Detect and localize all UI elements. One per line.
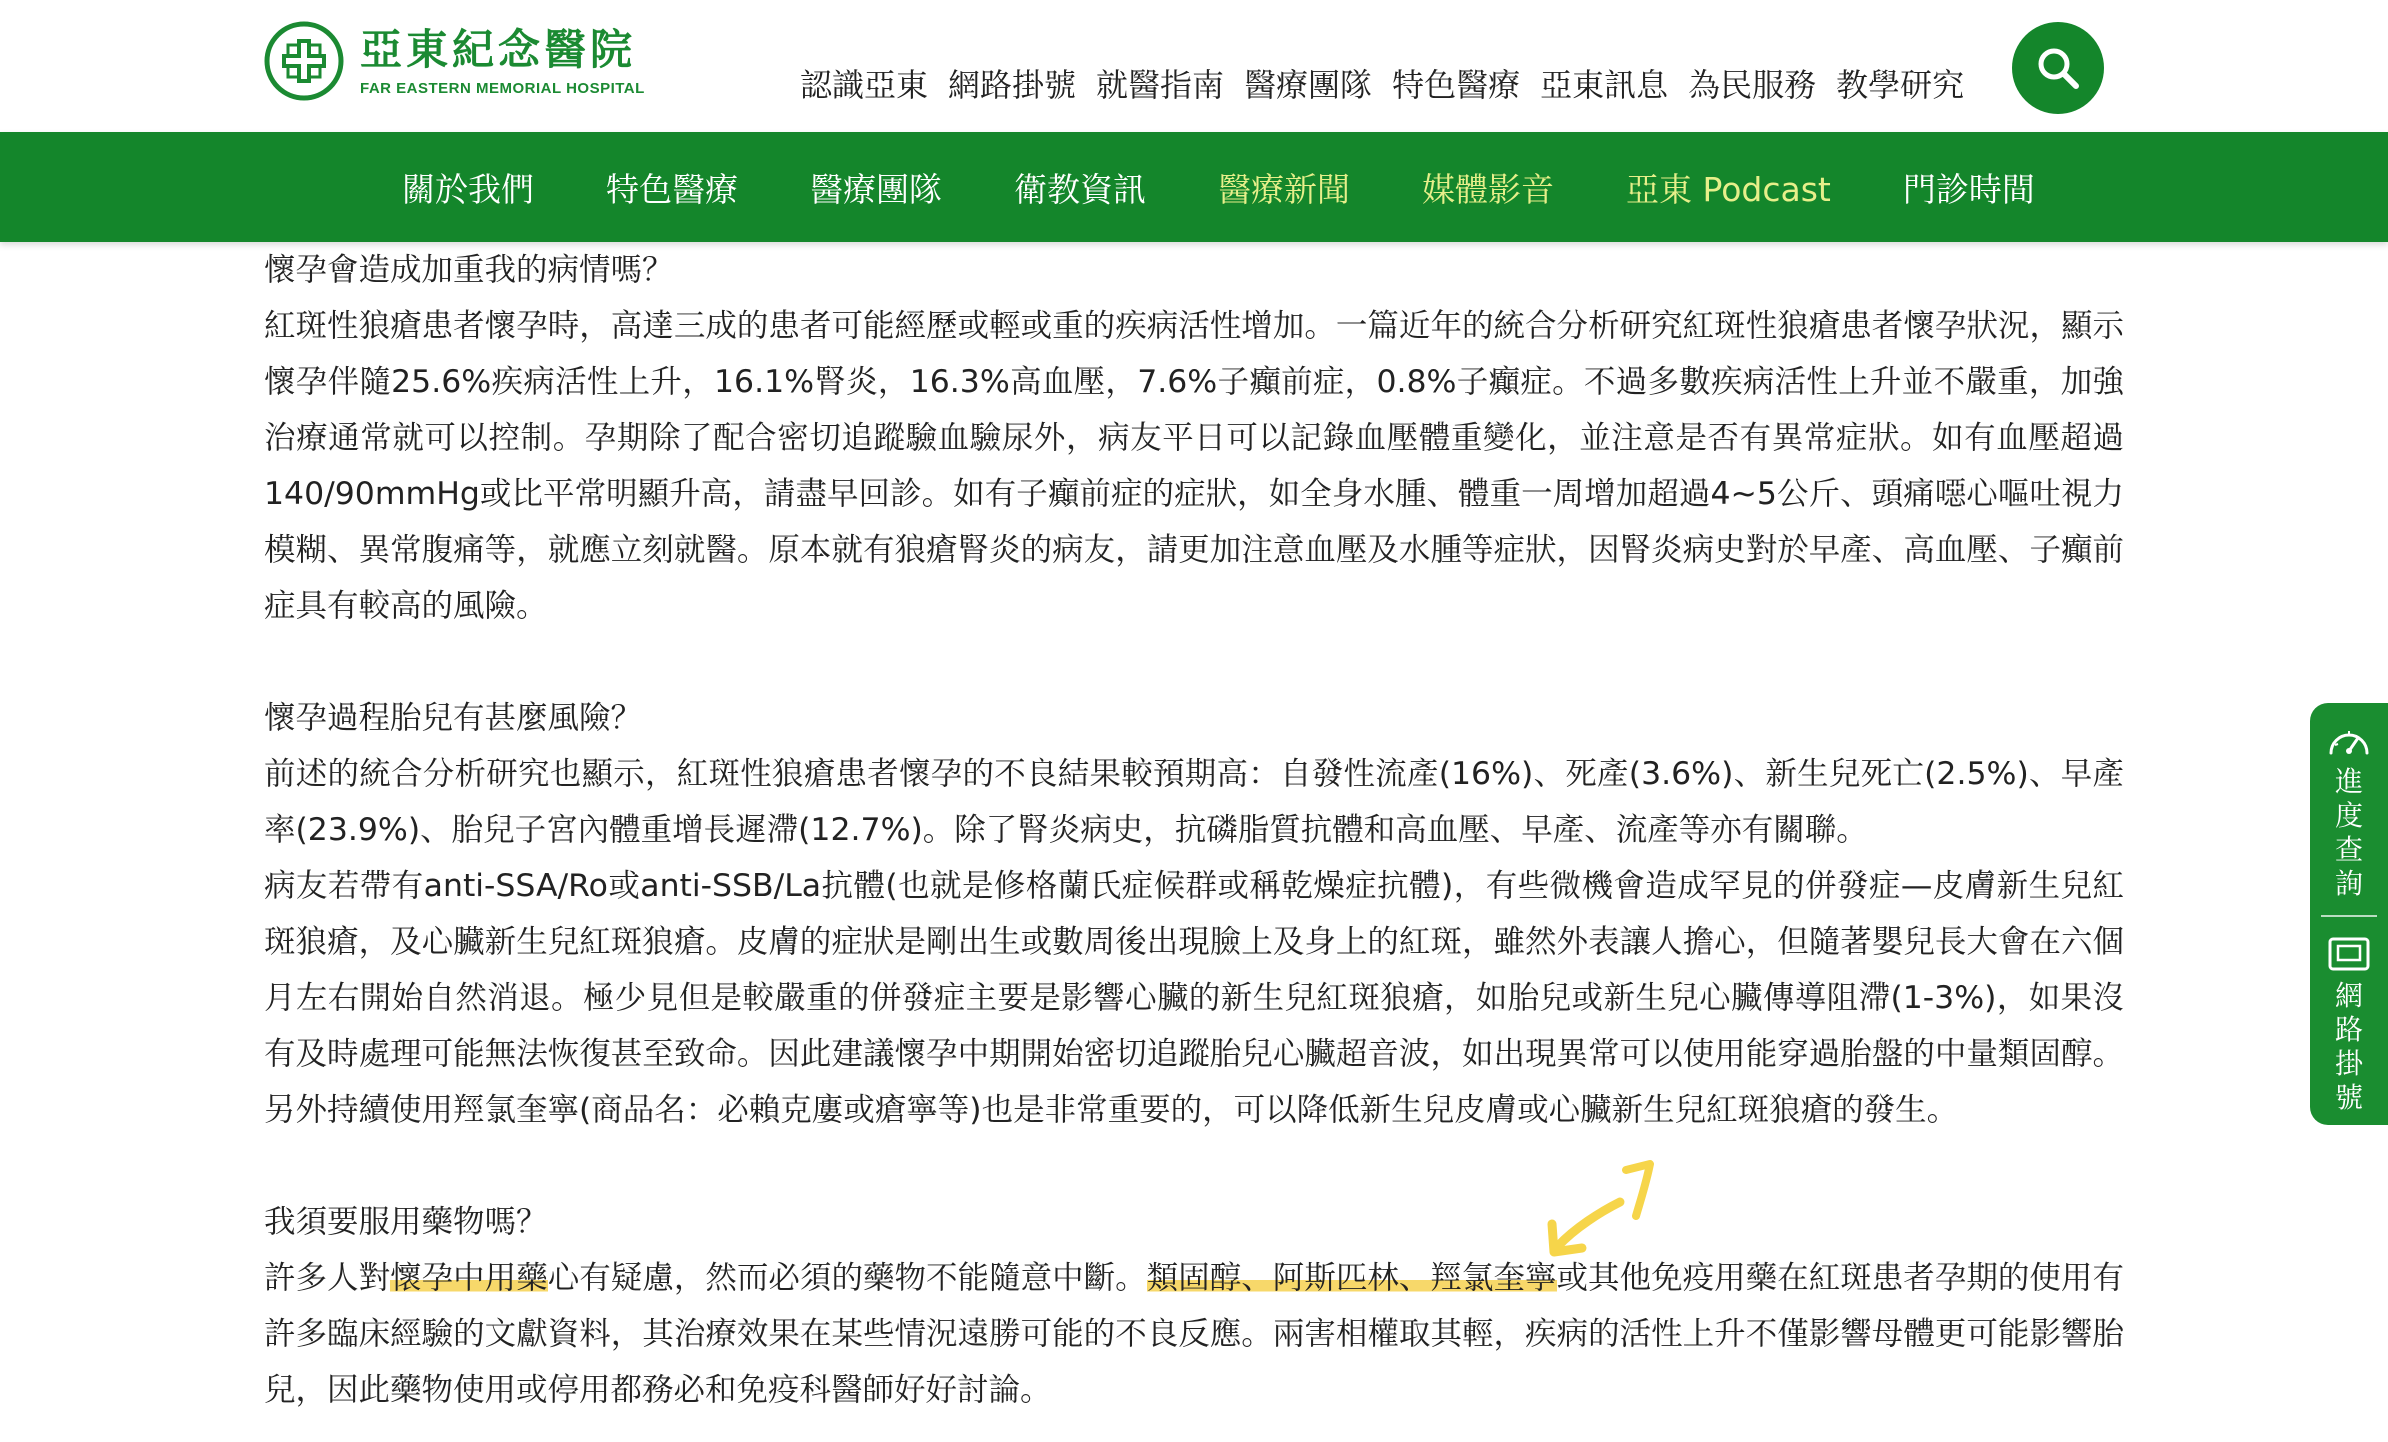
back-to-top-label: TOP: [2320, 1196, 2378, 1227]
article-paragraph: [264, 1250, 2124, 1418]
question-heading: 我須要服用藥物嗎？: [264, 1204, 548, 1240]
top-nav: [800, 55, 1964, 111]
top-nav-visitor-guide[interactable]: 就醫指南: [1096, 66, 1225, 104]
highlighted-text: 類固醇、阿斯匹林、羥氯奎寧: [1146, 1260, 1557, 1296]
top-nav-online-registration[interactable]: 網路掛號: [948, 66, 1077, 104]
floating-side-widget: [2310, 703, 2388, 1242]
sub-nav-bar: [0, 132, 2388, 242]
progress-query-label: 進度查詢: [2334, 765, 2363, 900]
search-icon: [2034, 44, 2082, 92]
logo-chinese-name: 亞東紀念醫院: [360, 24, 637, 74]
sub-nav-media[interactable]: 媒體影音: [1422, 169, 1554, 209]
article-paragraph: 紅斑性狼瘡患者懷孕時，高達三成的患者可能經歷或輕或重的疾病活性增加。一篇近年的統合分析研究紅斑性狼瘡患者懷孕狀況，顯示懷孕伴隨25.6%疾病活性上升，16.1%腎炎，16.3%高血壓，7.6%子癲前症，0.8%子癲症。不過多數疾病活性上升並不嚴重，加強治療通常就可以控制。孕期除了配合密切追蹤驗血驗尿外，病友平日可以記錄血壓體重變化，並注意是否有異常症狀。如有血壓超過140/90mmHg或比平常明顯升高，請盡早回診。如有子癲前症的症狀，如全身水腫、體重一周增加超過4~5公斤、頭痛噁心嘔吐視力模糊、異常腹痛等，就應立刻就醫。原本就有狼瘡腎炎的病友，請更加注意血壓及水腫等症狀，因腎炎病史對於早產、高血壓、子癲前症具有較高的風險。: [264, 308, 2124, 624]
registration-card-icon: [2326, 935, 2372, 975]
question-heading: 懷孕過程胎兒有甚麼風險？: [264, 700, 643, 736]
online-registration-label: 網路掛號: [2334, 979, 2363, 1114]
hospital-logo[interactable]: [264, 18, 664, 104]
top-header: [0, 0, 2388, 133]
back-to-top-button[interactable]: [2310, 1131, 2388, 1243]
question-heading: 懷孕會造成加重我的病情嗎？: [264, 252, 674, 288]
paragraph-text: 或其他免疫用藥在紅斑患者孕期的使用有許多臨床經驗的文獻資料，其治療效果在某些情況遠勝可能的不良反應。兩害相權取其輕，疾病的活性上升不僅影響母體更可能影響胎兒，因此藥物使用或停用都務必和免疫科醫師好好討論。: [264, 1260, 2124, 1408]
top-nav-medical-team[interactable]: 醫療團隊: [1244, 66, 1373, 104]
top-nav-news[interactable]: 亞東訊息: [1540, 66, 1669, 104]
arrow-up-circle-icon: [2327, 1149, 2371, 1193]
progress-query-button[interactable]: [2310, 703, 2388, 917]
article-paragraph: 前述的統合分析研究也顯示，紅斑性狼瘡患者懷孕的不良結果較預期高：自發性流產(16%)、死產(3.6%)、新生兒死亡(2.5%)、早產率(23.9%)、胎兒子宮內體重增長遲滯(12.7%)。除了腎炎病史，抗磷脂質抗體和高血壓、早產、流產等亦有關聯。: [264, 756, 2124, 848]
sub-nav-medical-news[interactable]: 醫療新聞: [1218, 169, 1350, 209]
sub-nav-podcast[interactable]: 亞東 Podcast: [1626, 169, 1831, 209]
highlighted-text: 懷孕中用藥: [390, 1260, 548, 1296]
top-nav-about[interactable]: 認識亞東: [800, 66, 929, 104]
gauge-icon: [2325, 721, 2373, 761]
back-to-top-sublabel: 回到上方: [2324, 1228, 2373, 1242]
sub-nav-medical-team[interactable]: 醫療團隊: [810, 169, 942, 209]
logo-english-name: FAR EASTERN MEMORIAL HOSPITAL: [360, 79, 645, 97]
online-registration-button[interactable]: [2310, 917, 2388, 1131]
article-body: [264, 242, 2124, 1418]
hospital-emblem-icon: [264, 21, 344, 101]
sub-nav-specialties[interactable]: 特色醫療: [606, 169, 738, 209]
top-nav-specialties[interactable]: 特色醫療: [1392, 66, 1521, 104]
sub-nav-about-us[interactable]: 關於我們: [402, 169, 534, 209]
sub-nav-health-education[interactable]: 衛教資訊: [1014, 169, 1146, 209]
search-button[interactable]: [2012, 22, 2104, 114]
paragraph-text: 許多人對: [264, 1260, 391, 1296]
top-nav-public-service[interactable]: 為民服務: [1688, 66, 1817, 104]
top-nav-teaching-research[interactable]: 教學研究: [1836, 66, 1965, 104]
paragraph-text: 心有疑慮，然而必須的藥物不能隨意中斷。: [547, 1260, 1147, 1296]
article-paragraph: 病友若帶有anti-SSA/Ro或anti-SSB/La抗體(也就是修格蘭氏症候群或稱乾燥症抗體)，有些微機會造成罕見的併發症—皮膚新生兒紅斑狼瘡，及心臟新生兒紅斑狼瘡。皮膚的症狀是剛出生或數周後出現臉上及身上的紅斑，雖然外表讓人擔心，但隨著嬰兒長大會在六個月左右開始自然消退。極少見但是較嚴重的併發症主要是影響心臟的新生兒紅斑狼瘡，如胎兒或新生兒心臟傳導阻滯(1-3%)，如果沒有及時處理可能無法恢復甚至致命。因此建議懷孕中期開始密切追蹤胎兒心臟超音波，如出現異常可以使用能穿過胎盤的中量類固醇。另外持續使用羥氯奎寧(商品名：必賴克廔或瘡寧等)也是非常重要的，可以降低新生兒皮膚或心臟新生兒紅斑狼瘡的發生。: [264, 868, 2124, 1128]
sub-nav-clinic-hours[interactable]: 門診時間: [1902, 169, 2035, 209]
